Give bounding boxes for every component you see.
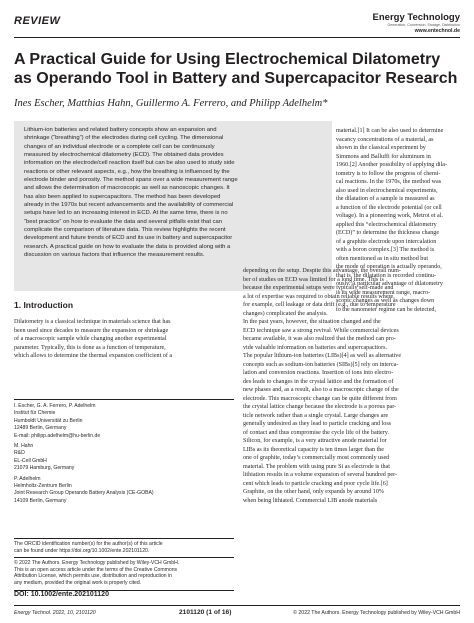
text-line: shown in the classical experiment by bbox=[336, 145, 426, 151]
affiliation-line: 14109 Berlin, Germany bbox=[14, 497, 67, 504]
text-line: lithiation results in a volume expansion of several hundred per- bbox=[243, 472, 398, 478]
text-line: 1960.[2] Another possibility of applying dila- bbox=[336, 162, 448, 168]
introduction-text bbox=[14, 318, 234, 361]
text-line: has also been applied to supercapacitors. The method has been developed bbox=[24, 193, 221, 200]
text-line: Dilatometry is a classical technique in materials science that has bbox=[14, 319, 171, 325]
text-line: (ECD)” to determine the thickness change bbox=[336, 230, 440, 236]
text-line: © 2022 The Authors. Energy Technology published by Wiley-VCH GmbH. bbox=[14, 560, 180, 566]
text-line: The popular lithium-ion batteries (LIBs)[4] as well as alternative bbox=[243, 353, 402, 359]
text-line: to the nanometer regime can be detected, bbox=[336, 306, 436, 313]
text-line: measured by electrochemical dilatometry (ECD). The obtained data provides bbox=[24, 152, 224, 159]
text-line: ticle network rather than a single crystal. Large changes are bbox=[243, 412, 389, 419]
text-line: already in the 1970s but recent advancements and the availability of commercial bbox=[24, 202, 234, 209]
affiliation-line: 12489 Berlin, Germany bbox=[14, 425, 67, 432]
text-line: became available, it was also realized that the method can pro- bbox=[243, 336, 396, 342]
text-line: generally undesired as they lead to particle cracking and loss bbox=[243, 421, 392, 427]
affiliation-line: 21079 Hamburg, Germany bbox=[14, 465, 75, 472]
text-line: depending on the setup. Despite this advantage, the overall num- bbox=[243, 268, 401, 274]
license-divider bbox=[14, 557, 234, 558]
text-line: voltage). In a pioneering work, Metrot et al. bbox=[336, 213, 443, 219]
text-line: with a boron complex.[3] The method is bbox=[336, 247, 435, 253]
text-line: a function of the electrode potential (or cell bbox=[336, 204, 442, 211]
text-line: new phases and, as a result, also to a macroscopic change of the bbox=[243, 387, 399, 393]
text-line: which allows to determine the thermal expansion coefficient of a bbox=[14, 353, 173, 359]
author-list: Ines Escher, Matthias Hahn, Guillermo A. Ferrero, and Philipp Adelhelm* bbox=[14, 98, 328, 109]
text-line: vacancy concentrations of a material, as bbox=[336, 136, 434, 143]
affiliation-line: M. Hahn bbox=[14, 443, 34, 450]
text-line: “best practice” on how to evaluate the data and several pitfalls exist that can bbox=[24, 218, 223, 225]
text-line: cal reactions. In the 1970s, the method was bbox=[336, 179, 442, 185]
text-line: electrode. This macroscopic change can be quite different from bbox=[243, 395, 397, 402]
text-line: the mode of operation is actually operando, bbox=[336, 264, 442, 270]
text-line: material.[1] It can be also used to determine bbox=[336, 128, 444, 134]
text-line: of contact and thus compromise the cycle life of the battery. bbox=[243, 429, 389, 436]
text-line: can be found under https://doi.org/10.1002/ente.202101120. bbox=[14, 547, 150, 554]
text-line: electrode binder and porosity. The method spans over a wide measurement range bbox=[24, 177, 238, 184]
orcid-note[interactable] bbox=[14, 541, 234, 554]
footer-copyright: © 2022 The Authors. Energy Technology published by Wiley-VCH GmbH bbox=[293, 610, 460, 616]
footer-citation: Energy Technol. 2022, 10, 2101120 bbox=[14, 610, 96, 616]
affiliation-line: I. Escher, G. A. Ferrero, P. Adelhelm bbox=[14, 403, 96, 409]
affiliation-line: EL-Cell GmbH bbox=[14, 457, 47, 464]
text-line: of a macroscopic sample while changing another experimental bbox=[14, 336, 167, 342]
page-number: 2101120 (1 of 16) bbox=[179, 609, 232, 616]
text-line: discussion on various factors that influence the measurement results. bbox=[24, 252, 205, 259]
license-note bbox=[14, 560, 234, 586]
abstract-box bbox=[14, 121, 332, 291]
text-line: Lithium-ion batteries and related battery concepts show an expansion and bbox=[24, 127, 217, 133]
text-line: for example, cell leakage or data drift (e.g., due to temperature bbox=[243, 302, 396, 308]
text-line: any medium, provided the original work is properly cited. bbox=[14, 579, 142, 586]
text-line: In the past years, however, the situation changed and the bbox=[243, 319, 381, 325]
text-line: the crystal lattice change because the electrode is a porous par- bbox=[243, 404, 397, 410]
orcid-divider bbox=[14, 538, 234, 539]
text-line: of a graphite electrode upon intercalation bbox=[336, 238, 437, 245]
text-line: ECD technique saw a strong revival. While commercial devices bbox=[243, 327, 399, 334]
text-line: information on the electrode/cell reaction itself but can be also used to study side bbox=[24, 160, 235, 167]
text-line: a lot of expertise was required to obtain reliable results where, bbox=[243, 293, 395, 300]
text-line: when being lithiated. Commercial LIB anode materials bbox=[243, 497, 378, 504]
article-title: A Practical Guide for Using Electrochemical Dilatometry as Operando Tool in Battery and Supercapacitor Research bbox=[14, 51, 458, 87]
text-line: tometry is to follow the progress of chemi- bbox=[336, 170, 441, 177]
text-line: shrinkage (“breathing”) of the electrodes during cell cycling. The dimensional bbox=[24, 135, 224, 142]
footer-divider bbox=[14, 605, 460, 606]
text-line: also used in electrochemical experiments, bbox=[336, 187, 438, 194]
text-line: concepts such as sodium-ion batteries (SIBs)[5] rely on interca- bbox=[243, 361, 399, 368]
affiliation-line[interactable]: E-mail: philipp.adelhelm@hu-berlin.de bbox=[14, 432, 101, 439]
text-line: is its wide measurement range, macro- bbox=[336, 289, 431, 296]
text-line: changes) complicated the analysis. bbox=[243, 310, 328, 317]
text-line: This is an open access article under the terms of the Creative Commons bbox=[14, 566, 178, 573]
section-type-label: REVIEW bbox=[14, 15, 61, 27]
text-line: and allows the determination of macroscopic as well as nanoscopic changes. It bbox=[24, 185, 230, 192]
text-line: setups have led to an increasing interest in ECD. At the same time, there is no bbox=[24, 210, 228, 217]
affiliation-line: P. Adelhelm bbox=[14, 475, 41, 482]
affiliation-line: Institut für Chemie bbox=[14, 410, 56, 417]
journal-name: Energy Technology bbox=[372, 12, 460, 23]
text-line: ber of studies on ECD was limited for a long time. This is bbox=[243, 276, 384, 283]
text-line: LIBs as its theoretical capacity is ten times larger than the bbox=[243, 446, 385, 453]
journal-tagline: Generation, Conversion, Storage, Distribution bbox=[387, 23, 460, 27]
text-line: des leads to changes in the crystal lattice and the formation of bbox=[243, 378, 394, 385]
text-line: often mentioned as in situ method but bbox=[336, 255, 429, 262]
page-header bbox=[14, 12, 460, 38]
journal-logo bbox=[373, 12, 460, 35]
text-line: research. A practical guide on how to evaluate the data is provided along with a bbox=[24, 243, 231, 250]
affiliation-line: Humboldt Universität zu Berlin bbox=[14, 417, 83, 424]
text-line: one of graphite, today’s commercially most commonly used bbox=[243, 455, 390, 461]
text-line: because the experimental setups were typically self-made and bbox=[243, 285, 394, 291]
text-line: Silicon, for example, is a very attractive anode material for bbox=[243, 438, 387, 444]
text-line: complicate the comparison of literature data. This review highlights the recent bbox=[24, 227, 226, 234]
article-doi[interactable]: DOI: 10.1002/ente.202101120 bbox=[14, 591, 109, 598]
right-column-body bbox=[243, 267, 461, 505]
text-line: applied this “electrochemical dilatometry bbox=[336, 221, 437, 228]
page-footer bbox=[14, 609, 460, 619]
text-line: changes of an individual electrode or a complete cell can be continuously bbox=[24, 143, 215, 150]
text-line: Attribution License, which permits use, distribution and reproduction in bbox=[14, 573, 172, 580]
footnote-divider bbox=[14, 399, 234, 400]
text-line: lation and conversion reactions. Insertion of ions into electro- bbox=[243, 370, 394, 376]
text-line: reactions or other relevant aspects, e.g., how the breathing is influenced by the bbox=[24, 168, 230, 175]
text-line: ously. A particular advantage of dilatometry bbox=[336, 281, 443, 287]
affiliation-line: R&D bbox=[14, 450, 25, 457]
journal-url[interactable]: www.entechnol.de bbox=[414, 28, 460, 34]
text-line: cent which leads to particle cracking and poor cycle life.[6] bbox=[243, 480, 388, 487]
text-line: material. The problem with using pure Si as electrode is that bbox=[243, 463, 390, 470]
text-line: that is, the dilatation is recorded continu- bbox=[336, 272, 437, 279]
text-line: parameter. Typically, this is done as a function of temperature, bbox=[14, 344, 166, 351]
affiliation-line: Joint Research Group Operando Battery Analysis (CE-GOBA) bbox=[14, 490, 154, 497]
text-line: the dilatation of a sample is measured as bbox=[336, 196, 435, 202]
section-heading-introduction: 1. Introduction bbox=[14, 300, 74, 310]
abstract-text bbox=[24, 126, 322, 260]
text-line: vide valuable information on batteries and supercapacitors. bbox=[243, 344, 387, 351]
text-line: scopic changes as well as changes down bbox=[336, 298, 435, 304]
text-line: Graphite, on the other hand, only expands by around 10% bbox=[243, 489, 384, 495]
text-line: The ORCID identification number(s) for the author(s) of this article bbox=[14, 541, 163, 547]
text-line: been used since decades to measure the expansion or shrinkage bbox=[14, 327, 169, 334]
text-line: Simmons and Balluffi for aluminum in bbox=[336, 153, 431, 160]
affiliations bbox=[14, 403, 234, 505]
text-line: development and future trends of ECD and its use in battery and supercapacitor bbox=[24, 235, 233, 242]
affiliation-line: Helmholtz-Zentrum Berlin bbox=[14, 483, 72, 490]
